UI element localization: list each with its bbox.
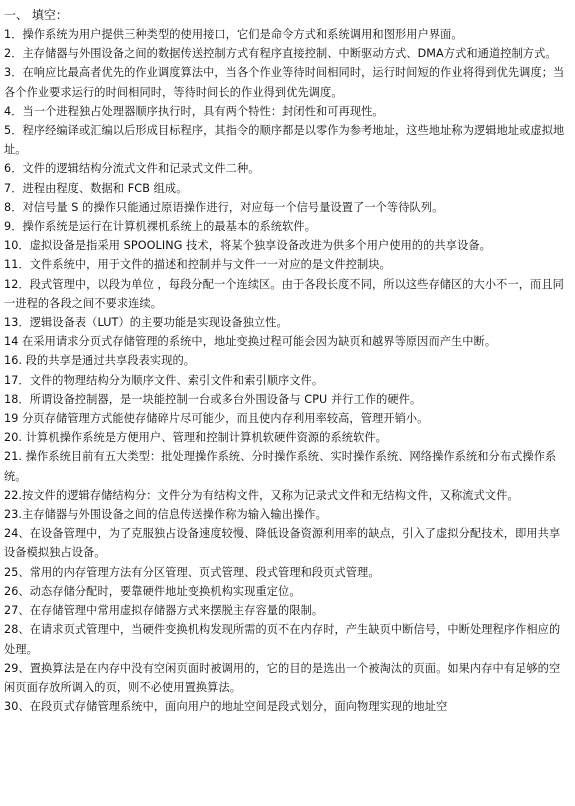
fill-in-item: 26、动态存储分配时，要靠硬件地址变换机构实现重定位。 (4, 584, 301, 598)
fill-in-item: 12．段式管理中，以段为单位 ，每段分配一个连续区。由于各段长度不同，所以这些存储区的大小不一，而且同一进程的各段之间不要求连续。 (4, 277, 564, 310)
fill-in-item: 1．操作系统为用户提供三种类型的使用接口，它们是命令方式和系统调用和图形用户界面。 (4, 28, 463, 41)
fill-in-item: 29、置换算法是在内存中没有空闲页面时被调用的，它的目的是选出一个被淘汰的页面。如果内存中有足够的空闲页面存放所调入的页，则不必使用置换算法。 (4, 661, 561, 694)
fill-in-item: 6．文件的逻辑结构分流式文件和记录式文件二种。 (4, 162, 260, 176)
fill-in-item: 30、在段页式存储管理系统中，面向用户的地址空间是段式划分，面向物理实现的地址空 (4, 700, 448, 714)
fill-in-item: 24、在设备管理中，为了克服独占设备速度较慢、降低设备资源利用率的缺点，引入了虚拟分配技术，即用共享设备模拟独占设备。 (4, 527, 561, 560)
fill-in-item: 27、在存储管理中常用虚拟存储器方式来摆脱主存容量的限制。 (4, 604, 324, 618)
fill-in-item: 8．对信号量 S 的操作只能通过原语操作进行，对应每一个信号量设置了一个等待队列。 (4, 200, 444, 214)
fill-in-item: 14 在采用请求分页式存储管理的系统中，地址变换过程可能会因为缺页和越界等原因而产生中断。 (4, 335, 497, 349)
fill-in-item: 2．主存储器与外围设备之间的数据传送控制方式有程序直接控制、中断驱动方式、DMA方式和通道控制方式。 (4, 47, 557, 61)
fill-in-item: 7．进程由程度、数据和 FCB 组成。 (4, 181, 188, 195)
fill-in-item: 28、在请求页式管理中，当硬件变换机构发现所需的页不在内存时，产生缺页中断信号，中断处理程序作相应的处理。 (4, 623, 561, 656)
fill-in-item: 10．虚拟设备是指采用 SPOOLING 技术，将某个独享设备改进为供多个用户使用的的共享设备。 (4, 239, 491, 253)
fill-in-item: 23.主存储器与外围设备之间的信息传送操作称为输入输出操作。 (4, 508, 327, 522)
fill-in-item: 11．文件系统中，用于文件的描述和控制并与文件一一对应的是文件控制块。 (4, 258, 391, 272)
section-heading: 一、 填空： (4, 8, 68, 22)
fill-in-item: 19 分页存储管理方式能使存储碎片尽可能少，而且使内存利用率较高，管理开销小。 (4, 412, 429, 426)
fill-in-item: 16. 段的共享是通过共享段表实现的。 (4, 354, 196, 368)
fill-in-item: 21. 操作系统目前有五大类型：批处理操作系统、分时操作系统、实时操作系统、网络操作系统和分布式操作系统。 (4, 450, 557, 483)
fill-in-item: 18．所谓设备控制器，是一块能控制一台或多台外围设备与 CPU 并行工作的硬件。 (4, 392, 422, 406)
fill-in-item: 22.按文件的逻辑存储结构分：文件分为有结构文件，又称为记录式文件和无结构文件，又称流式文件。 (4, 488, 519, 502)
fill-in-item: 3．在响应比最高者优先的作业调度算法中，当各个作业等待时间相同时，运行时间短的作业将得到优先调度；当各个作业要求运行的时间相同时，等待时间长的作业得到优先调度。 (4, 66, 565, 99)
fill-in-item: 5．程序经编译或汇编以后形成目标程序，其指令的顺序都是以零作为参考地址，这些地址称为逻辑地址或虚拟地址。 (4, 124, 565, 157)
fill-in-item: 17．文件的物理结构分为顺序文件、索引文件和索引顺序文件。 (4, 373, 324, 387)
fill-in-item: 25、常用的内存管理方法有分区管理、页式管理、段式管理和段页式管理。 (4, 565, 380, 579)
fill-in-item: 20. 计算机操作系统是方便用户、管理和控制计算机软硬件资源的系统软件。 (4, 431, 387, 445)
fill-in-item: 9．操作系统是运行在计算机裸机系统上的最基本的系统软件。 (4, 220, 316, 234)
fill-in-item: 4．当一个进程独占处理器顺序执行时，具有两个特性：封闭性和可再现性。 (4, 104, 384, 118)
fill-in-list (4, 25, 571, 716)
fill-in-item: 13．逻辑设备表（LUT）的主要功能是实现设备独立性。 (4, 316, 288, 330)
